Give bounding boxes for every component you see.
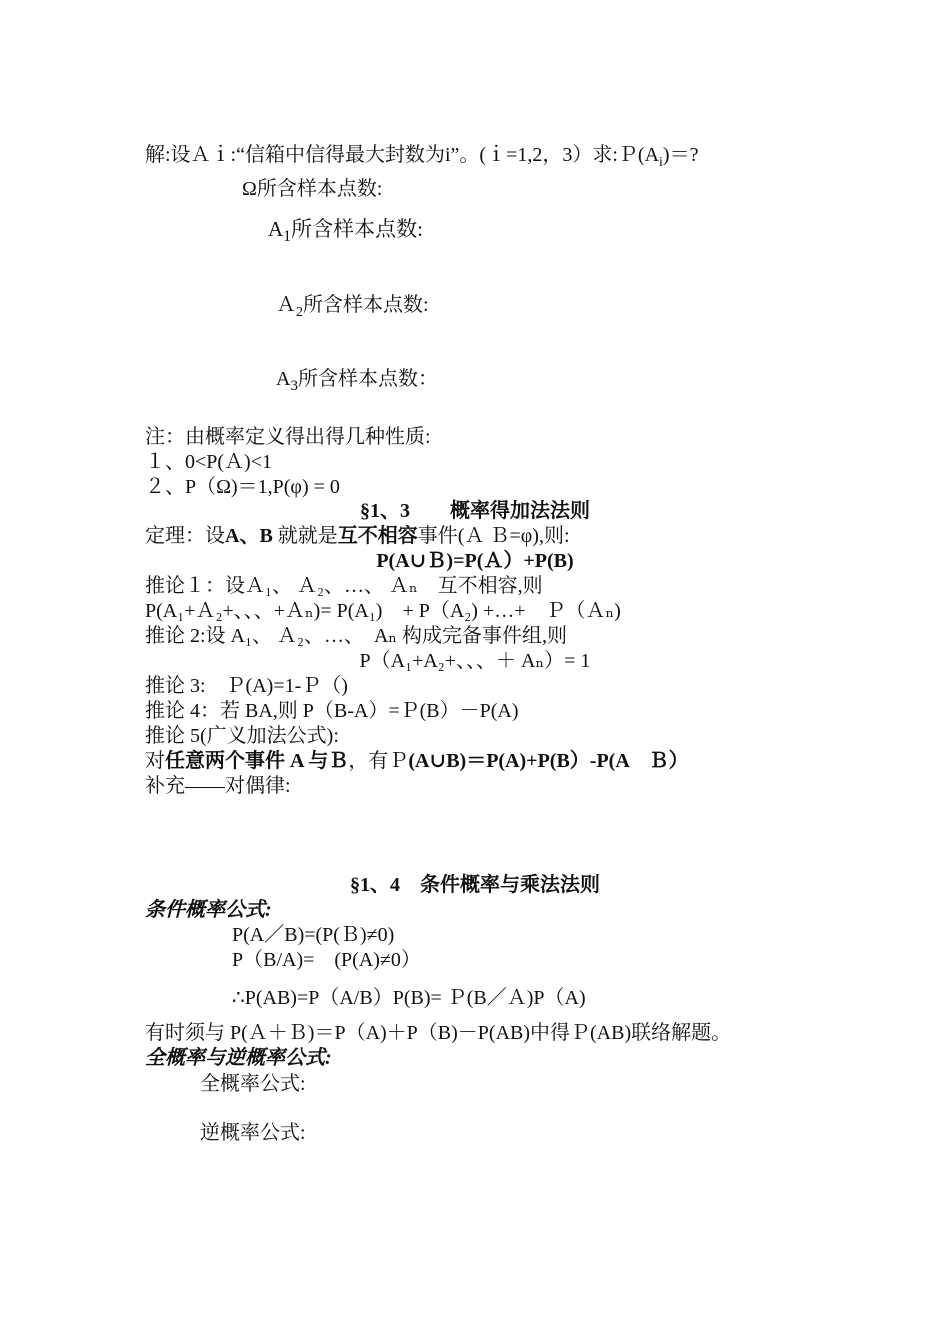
general-addition-formula: (A∪B)＝P(A)+P(B）-P(A Ｂ） [408,750,689,772]
general-addition-middle: ，有Ｐ [348,750,409,772]
a3-subscript: 3 [290,378,298,394]
corollary-2-formula: P（A₁+A₂+、、、＋ Aₙ）= 1 [359,650,591,672]
general-addition-prefix: 对 [145,750,165,772]
property-1: １、0<P(Ａ)<1 [145,451,273,473]
solution-end: )＝? [662,144,699,166]
solution-subscript: i [659,155,663,170]
theorem-middle: 就就是 [277,525,338,547]
solution-text: 解:设Ａｉ:“信箱中信得最大封数为i”。(ｉ=1,2，3）求:Ｐ(A [145,144,660,166]
joint-hint: 有时须与 P(Ａ＋Ｂ)＝P（A)＋P（B)－P(AB)中得Ｐ(AB)联络解题。 [145,1022,732,1044]
addition-formula: P(A∪Ｂ)=P(Ａ）+P(B) [376,550,574,572]
property-2: ２、P（Ω)＝1,P(φ) = 0 [145,476,340,498]
corollary-3: 推论 3: Ｐ(A)=1-Ｐ（) [145,675,348,697]
a1-symbol: A [268,217,284,241]
corollary-4: 推论 4：若 BA,则 P（B-A）=Ｐ(B）－P(A) [145,700,519,722]
inverse-probability: 逆概率公式: [200,1122,306,1144]
a3-symbol: A [276,368,291,390]
section-1-4-heading: §1、4 条件概率与乘法法则 [350,874,600,896]
corollary-1: 推论１：设Ａ₁、 Ａ₂、…、 Ａₙ 互不相容,则 [145,575,543,597]
corollary-1-formula: P(A₁+Ａ₂+、、、+Ａₙ)= P(A₁) + P（A₂) +…+ Ｐ（Ａₙ) [145,600,621,622]
total-probability: 全概率公式: [200,1073,306,1095]
general-addition-events: 任意两个事件 A 与Ｂ [165,750,349,772]
a3-label: 所含样本点数： [297,368,438,390]
theorem-line [145,525,570,547]
supplement-duality: 补充——对偶律: [145,775,291,797]
conditional-formula-1: P(A／B)=(P(Ｂ)≠0) [232,924,395,946]
note-title: 注：由概率定义得出得几种性质: [145,426,431,448]
corollary-2: 推论 2:设 A₁、 Ａ₂、…、 Aₙ 构成完备事件组,则 [145,625,568,647]
theorem-prefix: 定理：设 [145,525,225,547]
a2-subscript: 2 [296,305,303,320]
a1-line [268,218,423,246]
a2-label: 所含样本点数: [303,294,429,316]
a1-label: 所含样本点数: [291,217,424,241]
theorem-events: A、B [225,525,273,547]
a3-line [276,368,438,395]
corollary-5: 推论 5(广义加法公式): [145,725,339,747]
conditional-formula-2: P（B/A)= (P(A)≠0） [232,949,421,971]
section-1-3-heading: §1、3 概率得加法法则 [360,500,590,522]
a1-subscript: 1 [283,228,292,246]
a2-line [276,294,429,320]
multiplication-rule: ∴P(AB)=P（A/B）P(B)= Ｐ(B／Ａ)P（A) [232,987,586,1009]
total-inverse-title: 全概率与逆概率公式: [145,1047,332,1069]
a2-symbol: Ａ [276,294,296,316]
omega-line: Ω所含样本点数: [242,178,383,200]
conditional-title: 条件概率公式: [145,899,272,921]
theorem-suffix: 事件(Ａ Ｂ=φ),则: [417,525,570,547]
theorem-keyword: 互不相容 [337,525,418,547]
solution-line [145,144,698,170]
general-addition-line [145,750,689,772]
